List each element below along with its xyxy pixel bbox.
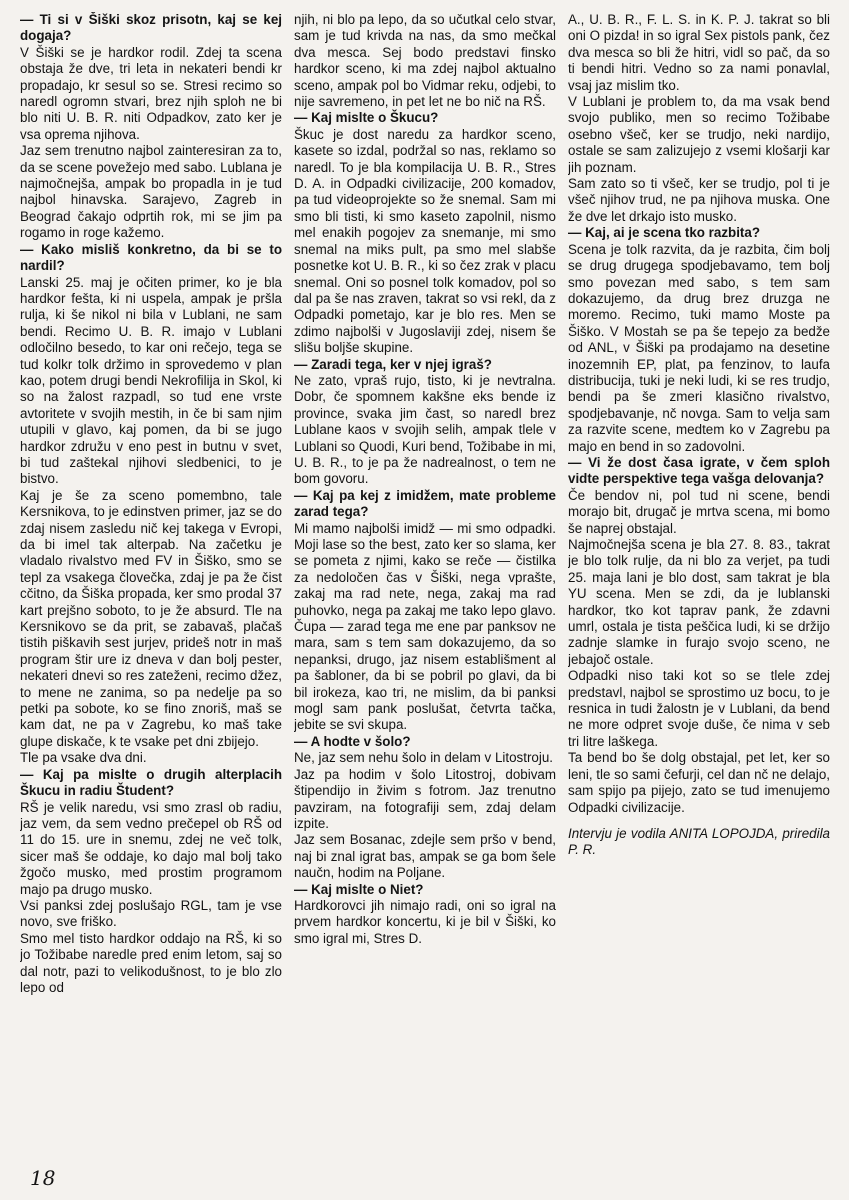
interview-question: — Kaj pa kej z imidžem, mate probleme zarad tega?	[294, 487, 556, 520]
column-3	[568, 12, 830, 1172]
interview-question: — Kaj, ai je scena tko razbita?	[568, 225, 761, 241]
interview-question: — Kaj pa mislte o drugih alterplacih Škucu in radiu Študent?	[20, 766, 282, 799]
paragraph: Ne, jaz sem nehu šolo in delam v Litostroju.	[294, 750, 554, 766]
paragraph: A., U. B. R., F. L. S. in K. P. J. takrat so bli oni O pizda! in so igral Sex pistols pank, čez dva mesca so bli že hitri, vidl so pač, da so ti bendi hitri. Vedno so za nami ponavlal, vsaj jaz mislim tko.	[568, 12, 830, 93]
paragraph: Sam zato so ti všeč, ker se trudjo, pol ti je všeč njihov trud, ne pa njihova muska. One že dve let drkajo isto musko.	[568, 176, 830, 224]
column-1	[20, 12, 282, 1172]
paragraph: Tle pa vsake dva dni.	[20, 750, 147, 766]
paragraph: Mi mamo najbolši imidž — mi smo odpadki. Moji lase so the best, zato ker so slama, ker se pometa z njimi, kako se reče — čistilka za nedoločen čas v Šiški, nega vprašte, zakaj ma rad nete, nega, zakaj ma rad puhovko, nega pa zakaj me tako lepo glavo. Čupa — zarad tega me ene par panksov ne mara, sam s tem sam dokazujemo, da so nepanksi, drugo, jaz nisem establišment al pa šabloner, da bi se pobril po glavi, da bi bil irokeza, kao tri, ne mislim, da bi panksi mogl sam pank poslušat, četvrta tačka, jebite se svi skupa.	[294, 520, 556, 733]
page-number: 18	[30, 1166, 56, 1190]
paragraph: V Lublani je problem to, da ma vsak bend svojo publiko, men so recimo Tožibabe osebno všeč, ker se trudjo, neki nardijo, ostale se sam zalizujejo z vsemi klošarji kar jih poznam.	[568, 94, 830, 175]
interview-question: — Vi že dost časa igrate, v čem sploh vidte perspektive tega vašga delovanja?	[568, 454, 830, 487]
author-credit: Intervju je vodila ANITA LOPOJDA, priredila P. R.	[568, 825, 830, 858]
paragraph: Če bendov ni, pol tud ni scene, bendi morajo bit, drugač je mrtva scena, mi bomo še naprej obstajal.	[568, 487, 830, 536]
paragraph: Jaz pa hodim v šolo Litostroj, dobivam štipendijo in živim s fotrom. Jaz trenutno pavziram, na fotografiji sem, zdaj delam izpite.	[294, 766, 556, 831]
interview-question: — Kaj mislte o Niet?	[294, 881, 424, 897]
paragraph: RŠ je velik naredu, vsi smo zrasl ob radiu, jaz vem, da sem vedno prečepel ob RŠ od 11 do 15. ure in snemu, zdej ne več tolk, sicer maš še oddaje, ko dajo mal bolj tako žgočo musko, med prostim programom majo pa drugo musko.	[20, 799, 282, 897]
paragraph: Vsi panksi zdej poslušajo RGL, tam je vse novo, sve friško.	[20, 897, 282, 930]
interview-question: — Zaradi tega, ker v njej igraš?	[294, 356, 492, 372]
paragraph: V Šiški se je hardkor rodil. Zdej ta scena obstaja že dve, tri leta in nekateri bendi kr propadajo, kr sesul so se. Stresi recimo so naredl ogromn stvari, brez njih sploh ne bi blo niti U. B. R. niti Odpadkov, zato ker je vsa oprema njihova.	[20, 44, 282, 142]
interview-question: — Kaj mislte o Škucu?	[294, 110, 439, 126]
paragraph: Ta bend bo še dolg obstajal, pet let, ker so leni, tle so sami čefurji, cel dan nč ne delajo, sam spijo pa pijejo, zato se tud imenujemo Odpadki civilizacije.	[568, 750, 830, 815]
paragraph: Kaj je še za sceno pomembno, tale Kersnikova, to je edinstven primer, jaz se do zdaj nisem zasledu nič kej takega v Evropi, da bi imel tak alterpab. Na začetku je vladalo rivalstvo med FV in Šiško, smo se tepl za vsakega človečka, zdaj je pa že čist cčitno, da Šiška propada, ker smo prodal 37 kart prejšno soboto, to je že absurd. Tle na Kersnikovo se da prit, se zabavaš, plačaš tistih piškavih sest jurjev, prideš notr in maš program štir ure iz dneva v dan bolj pester, nekateri dnevi so res zateženi, recimo džez, to mene ne zanima, so pa nedelje pa so petki pa sobote, ko se fino znoriš, maš se kam dat, ne pa v Zagrebu, ko maš take glupe diskače, k te vsake pet dni zbijejo.	[20, 487, 282, 749]
paragraph: Lanski 25. maj je očiten primer, ko je bla hardkor fešta, ki ni uspela, ampak je pršla rulja, ki še nikol ni bila v Lublani, ne sam bendi. Recimo U. B. R. imajo v Lublani odločilno besedo, to kar oni rečejo, tega se tud kolkr tolk držimo in sprovedemo v plan kao, potem drugi bendi Nekrofilija in Skol, ki so na žalost razpadl, so tud ene vrste avtoritete v svojih mestih, in če bi sam njim utupili v glavo, kaj pomen, da bi se jugo hardkor združu v eno pest in butnu v svet, bi tud zaštekal njihovi sledbenici, to je bistvo.	[20, 274, 282, 487]
column-2	[294, 12, 556, 1172]
paragraph: Scena je tolk razvita, da je razbita, čim bolj se drug drugega spodjebavamo, tem bolj smo povezan med sabo, s tem sam dokazujemo, da drug brez druzga ne moremo. Recimo, tuki mamo Moste pa Šiško. V Mostah se pa še tepejo za bedže od ANL, v Šiški pa prodajamo na desetine inozemnih EP, plat, pa fenzinov, to laufa distribucija, tuki je neki ludi, ki se res trudjo, bendi pa še zmeri klasično rivalstvo, spodjebavanje, nč novga. Sam to velja sam za razvite scene, medtem ko v Zagrebu pa majo en bend in so zadovolni.	[568, 241, 830, 454]
interview-question: — A hodte v šolo?	[294, 733, 411, 749]
interview-question: — Kako misliš konkretno, da bi se to nardil?	[20, 241, 282, 274]
paragraph: Najmočnejša scena je bla 27. 8. 83., takrat je blo tolk rulje, da ni blo za verjet, pa tudi 25. maja lani je blo dost, sam takrat je bla YU scena. Men se zdi, da je lublanski hardkor, tko kot taprav pank, že zdavni umrl, ostala je tista peščica ludi, ki se držijo zadnje slamke in furajo svojo sceno, ne jebajoč ostale.	[568, 537, 830, 667]
interview-question: — Ti si v Šiški skoz prisotn, kaj se kej dogaja?	[20, 12, 282, 44]
article-columns	[20, 12, 831, 1172]
paragraph: Ne zato, vpraš rujo, tisto, ki je nevtralna. Dobr, če spomnem kakšne eks bende iz province, svaka jim čast, so naredl brez Lublane kaos v svojih selih, ampak tlele v Lublani so Quodi, Kuri bend, Tožibabe in mi, U. B. R., to je pa že nadrealnost, o tem ne bom govoru.	[294, 372, 556, 487]
paragraph: Jaz sem Bosanac, zdejle sem pršo v bend, naj bi znal igrat bas, ampak se ga bom šele naučn, hodim na Poljane.	[294, 832, 556, 881]
paragraph: Jaz sem trenutno najbol zainteresiran za to, da se scene povežejo med sabo. Lublana je najmočnejša, ampak bo propadla in je tud najbol hinavska. Sarajevo, Zagreb in Beograd čakajo odprtih rok, mi se jim pa rogamo in roge kažemo.	[20, 143, 282, 241]
paragraph: njih, ni blo pa lepo, da so učutkal celo stvar, sam je tud krivda na nas, da smo mečkal dva mesca. Sej bodo predstavi finsko hardkor sceno, ki ma zdej najbol aktualno sceno, ampak pol bo Vidmar reku, odjebi, to nije savremeno, in pet let ne bo nič na RŠ.	[294, 12, 556, 110]
paragraph: Hardkorovci jih nimajo radi, oni so igral na prvem hardkor koncertu, ki je bil v Šiški, ko smo igral mi, Stres D.	[294, 897, 556, 946]
paragraph: Odpadki niso taki kot so se tlele zdej predstavl, najbol se sprostimo uz bocu, to je resnica in tudi žalostn je v Lublani, da bend ne more odpret svoje duše, če nima v seb tri litre laškega.	[568, 668, 830, 749]
paragraph: Škuc je dost naredu za hardkor sceno, kasete so izdal, podržal so nas, reklamo so naredl. To je bla kompilacija U. B. R., Stres D. A. in Odpadki civilizacije, 200 komadov, pa tud videoprojekte so že snemal. Sam mi smo bli tisti, ki smo kaseto zapolnil, nismo mel enakih pogojev za snemanje, mi smo snemal na miks pult, pa smo mel slabše posnetke kot U. B. R., ki so čez zrak v placu snemal. Oni so posnel tolk komadov, pol so dal pa še nas zraven, takrat so vsi rekl, da z Odpadki pometajo, kar je blo res. Men se zdimo najbolši v Jugoslaviji zdej, nisem še slišu boljše skupine.	[294, 126, 556, 356]
paragraph: Smo mel tisto hardkor oddajo na RŠ, ki so jo Tožibabe naredle pred enim letom, saj so dal notr, pazi to velikodušnost, to je blo zlo lepo od	[20, 930, 282, 995]
